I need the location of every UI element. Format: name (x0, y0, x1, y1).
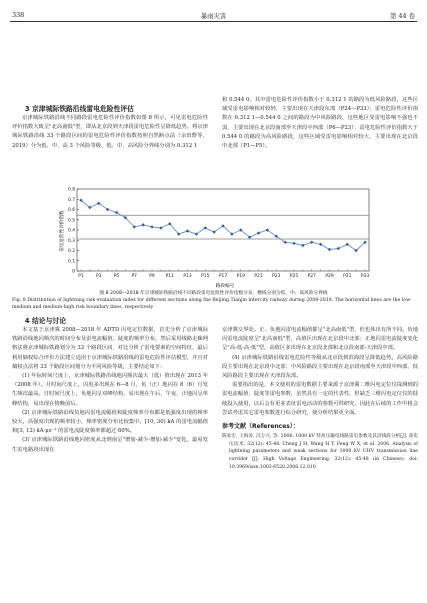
chart-data-point (301, 244, 304, 247)
section3-right-paragraph: 和 0.544 0。其中雷电危险性评价指数小于 0.312 1 的路段为低风险路段，这些区域受雷电影响相对较轻，主要出现在天津段东部（P24—P33）；雷电危险性评价指数在 0.312 1—0.544 0 之间的路段为中风险路段，这些地区受雷电影响不强也不弱，主要出现在北京段南部至天津段中西部（P6—P23）；雷电危险性评价指数大于 0.544 0 的路段为高风险路段，这些区域受雷电影响相对较大，主要出现在北京段中北部（P1—P5）。 (222, 97, 418, 150)
chart-data-point (310, 241, 313, 244)
chart-x-tick-label: P21 (254, 274, 263, 279)
chart-x-tick-label: P7 (131, 274, 137, 279)
references-heading: 参考文献（References）： (222, 423, 299, 431)
section4-heading: 4 结论与讨论 (24, 317, 66, 325)
figure-caption-en (12, 297, 415, 311)
chart-x-tick-label: P33 (360, 274, 370, 279)
chart-x-axis-label: 路段编号 (215, 284, 235, 289)
chart-x-tick-label: P17 (218, 274, 228, 279)
chart-data-point (337, 247, 340, 250)
chart-x-tick-label: P9 (149, 274, 155, 279)
chart-x-tick-label: P15 (201, 274, 210, 279)
chart-y-tick-label: 0.7 (68, 197, 75, 203)
risk-index-chart (55, 183, 375, 293)
chart-x-tick-label: P23 (272, 274, 281, 279)
section4-paragraph: (2) 京津城际铁路沿线负地闪雷电流幅值和陡度频率分布都是低强度出现的频率较大，高强度出现的频率较小，频率密度分布比较集中。[10, 30) kA 的雷电流幅值和[3, 12) kA·μs⁻¹ 的雷电流陡度频率都超过 60%。 (12, 409, 208, 435)
section3-left-paragraph: 京津城际铁路沿线不同路段雷电危险性评价指数如图 8 所示，可见雷电危险性评价指数大致呈"北高南低"型，即从北京段到天津段雷电危险性呈降低趋势。将京津城际铁路沿线 33 个路段区间的雷电危险性评价指数按照自然断点法（余田野等，2019）分为低、中、高 3 个风险等级，低、中、高风险分界线分别为 0.312 1 (12, 115, 208, 149)
chart-plot-frame (77, 189, 369, 271)
chart-data-point (292, 242, 295, 245)
chart-series (79, 199, 366, 253)
chart-data-point (141, 223, 144, 226)
chart-x-tick-label: P3 (96, 274, 102, 279)
chart-y-tick-label: 0.3 (68, 238, 75, 244)
chart-x-tick-label: P19 (236, 274, 245, 279)
chart-x-tick-label: P27 (307, 274, 316, 279)
section4-left-column (12, 316, 208, 455)
figure-caption-zh: 图 8 2008—2018 年京津城际铁路沿线不同路段雷电危险性评价指数分布。横线分别为低、中、高风险分界线 (99, 291, 328, 296)
chart-y-axis-label: 雷电危险性评价指数 (60, 210, 65, 252)
section4-right-paragraph: 需要指出的是，本文使用的雷电数据主要来源于京津冀二维闪电定位仪探测到的雷电流幅值、陡度等雷电参数，虽然具有一定的代表性，但缺乏三维闪电定位仪的陆续投入使用，以后会有更多表征雷电活动的参数可供研究，因此在后续的工作中将会尝试考虑其它雷电参数进行综合研究，使分析结果更全面。 (222, 382, 418, 416)
chart-data-point (257, 231, 260, 234)
section4-right-column (222, 326, 418, 471)
chart-x-tick-label: P25 (289, 274, 299, 279)
section3-heading: 3 京津城际铁路沿线雷电危险性评估 (24, 105, 134, 113)
header-rule (10, 21, 417, 22)
chart-x-tick-label: P31 (343, 274, 352, 279)
figure-caption-en-text: Fig. 8 Distribution of lightning risk evaluation index for different sections along the Beijing Tianjin intercity railway during 2008-2018. The horizontal lines are the low-medium and medium-high risk boundary lines, respectively (12, 298, 412, 310)
chart-y-tick-label: 0.6 (68, 208, 75, 213)
chart-y-tick-label: 0.2 (68, 249, 75, 254)
reference-item: 陈家宏, 王海涛, 冯万兴, 等. 2006. 1000 kV 特高压输电线路雷电参数及其沿线段分析[J]. 高电压技术, 32(12): 45-48. Cheng J H, Wang H T, Feng W X, et al. 2006. Analysis of lightning parameters and weak sections for 1000 kV UHV transmission line corridor [J]. High Voltage Engineering, 32(12): 45-48 (in Chinese). doi: 10.3969/issn.1003-6520.2006.12.010 (222, 434, 418, 470)
chart-y-tick-label: 0.1 (68, 259, 75, 265)
section3-left-column (12, 104, 208, 151)
page-header (10, 11, 417, 23)
chart-data-point (159, 226, 162, 229)
section4-paragraph: (1) 年际时间尺度上，京津城际铁路沿线地闪频次最大（低）值出现在 2013 年（2008 年）。月时间尺度上，闪电多出现在 6—8 月，负（正）地闪在 8（6）月发生频次最高。日时间尺度上，负地闪呈双峰结构，易出现在午后、午夜，正地闪呈单峰结构，易出现在傍晚前后。 (12, 373, 208, 407)
chart-x-tick-label: P11 (165, 274, 174, 279)
section4-paragraph: (3) 京津城际铁路沿线地闪密度从北到南呈"增加-减少-增加-减少"变化，最易发生雷电路段出现在 (12, 437, 208, 453)
chart-y-tick-label: 0.4 (68, 228, 75, 234)
page-number: 338 (12, 11, 25, 19)
journal-name: 暴雨灾害 (200, 12, 227, 20)
section4-right-paragraph: 京津冀交界处。正、负地闪雷电流幅值都呈"北高南低"型，但也体出有所不同。负地闪雷电流陡度呈"北高南低"型，高值区出现在北京段中北部；正地闪雷电流陡度变化呈"高-低-高-低"型，高值区多出现在北京段北部和北京段南部-天津段中部。 (222, 327, 418, 352)
section3-right-column (222, 96, 418, 151)
section4-paragraph: 本文基于京津冀 2008—2018 年 ADTD 闪电定位数据，首先分析了京津城际铁路沿线地闪频次的时间分布及雷电流幅值、陡度的频率分布，然后采用线路走廊网格法将京津城际铁路划分为 33 个路段区间，对比分析了雷电要素的空间特征，最后利用熵权综合评价方法建立适用于京津城际铁路沿线的雷电危险性评估模型，并且对熵权点法将 33 个路段区间划分为不同风险等级，主要结论如下： (12, 327, 208, 370)
chart-x-tick-label: P13 (183, 274, 192, 279)
volume-label: 第 44 卷 (390, 12, 415, 20)
chart-tick-labels (68, 187, 369, 280)
chart-x-tick-label: P1 (78, 274, 84, 279)
chart-y-tick-label: 0.8 (68, 187, 75, 193)
chart-data-point (150, 225, 153, 228)
section4-right-paragraph: (4) 京津城际铁路沿线雷电危险性等级从北京段到滨海段呈降低趋势。高风险路段主要出现在北京段中北部；中风险路段主要出现在北京段南部至天津段中西部，低风险路段主要出现在天津段东部。 (222, 354, 418, 380)
chart-x-tick-label: P29 (325, 274, 334, 279)
chart-axes (77, 189, 369, 271)
chart-y-tick-label: 0 (72, 269, 75, 275)
chart-x-tick-label: P5 (113, 274, 120, 279)
chart-data-point (186, 229, 189, 232)
chart-y-tick-label: 0.5 (68, 218, 75, 224)
